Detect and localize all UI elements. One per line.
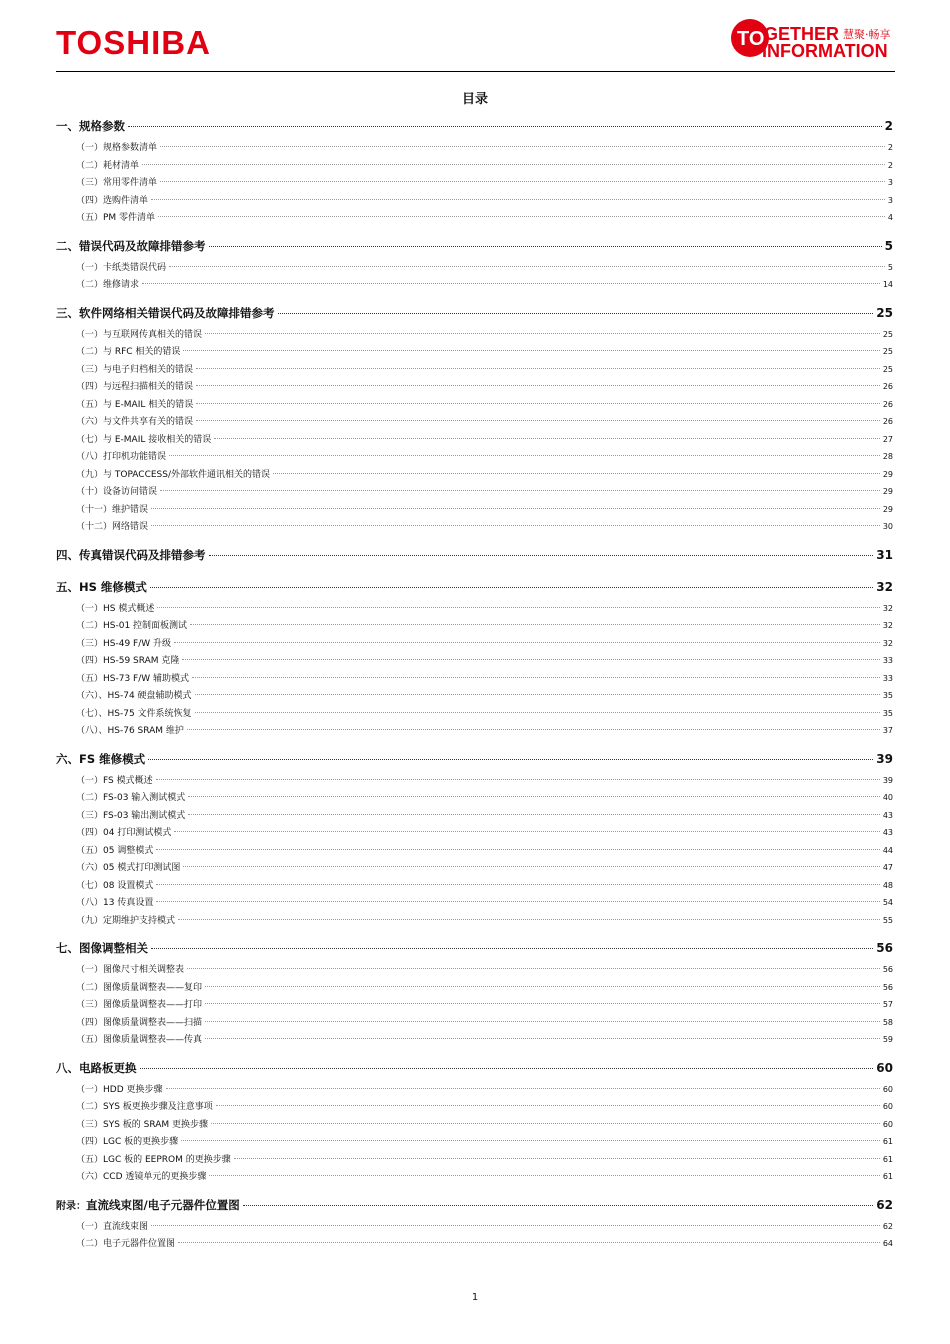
toc-subsection-label: （九）定期维护支持模式 [76,915,176,926]
toc-subsection-row[interactable] [56,396,893,414]
dot-leader [128,126,882,127]
toc-page-number: 29 [882,469,893,479]
logo-to-text: TO [737,28,765,50]
header-rule [56,71,895,72]
toc-page-number: 40 [882,793,893,802]
toc-page-number: 31 [876,547,893,562]
logo-gether-text: GETHER [764,24,840,44]
toc-subsection-row[interactable] [56,1235,893,1253]
toc-page-number: 56 [882,965,893,974]
dot-leader [195,694,880,695]
toc-subsection-row[interactable] [56,192,893,210]
dot-leader [195,712,880,713]
toc-page-number: 25 [882,329,893,339]
toc-subsection-label: （二）电子元器件位置图 [76,1239,176,1249]
toc-page-number: 48 [882,880,893,890]
toc-subsection-label: （十一）维护错误 [76,504,149,515]
toc-subsection-row[interactable] [56,174,893,192]
toc-subsection-row[interactable] [56,209,893,227]
toc-section-label [56,1192,240,1220]
toc-subsection-row[interactable] [56,600,893,618]
toc-subsection-label: （五）LGC 板的 EEPROM 的更换步骤 [76,1154,231,1165]
toc-subsection-row[interactable] [56,343,893,361]
toc-page-number: 2 [887,143,893,152]
dot-leader [142,283,880,284]
toc-subsection-row[interactable] [56,139,893,157]
toc-subsection-label: （三）常用零件清单 [76,178,158,188]
toc-subsection-label: （七）08 设置模式 [76,880,154,891]
toc-page-number: 35 [882,708,893,718]
dot-leader [209,246,882,247]
toc-subsection-row[interactable] [56,894,893,912]
dot-leader [209,1175,879,1176]
toc-subsection-label: （四）LGC 板的更换步骤 [76,1137,179,1147]
toc-subsection-label: （四）与远程扫描相关的错误 [76,382,194,392]
toc-subsection-label: （八）打印机功能错误 [76,452,167,462]
toc-page-number: 5 [887,262,893,272]
toc-subsection-row[interactable] [56,789,893,807]
toc-subsection-row[interactable] [56,1014,893,1032]
toc-page-number: 2 [887,160,893,170]
toc-subsection-label: （五）与 E-MAIL 相关的错误 [76,399,194,410]
toc-subsection-label: （五）05 调整模式 [76,845,154,856]
dot-leader [209,555,874,556]
toc-section-label: 八、电路板更换 [56,1060,137,1075]
toc-page-number: 57 [882,1000,893,1009]
toc-page-number: 60 [882,1084,893,1094]
dot-leader [160,181,885,182]
toc-subsection-row[interactable] [56,1098,893,1116]
toc-page-number: 55 [882,915,893,925]
toc-section-row[interactable] [56,233,893,259]
toc-subsection-label: （一）与互联网传真相关的错误 [76,329,203,340]
toc-subsection-label: （七）与 E-MAIL 接收相关的错误 [76,434,212,445]
toc-page-number: 3 [887,178,893,187]
dot-leader [151,525,880,526]
toc-subsection-label: （三）与电子归档相关的错误 [76,364,194,375]
toc-section-row[interactable] [56,1192,893,1218]
dot-leader [169,455,880,456]
dot-leader [157,607,879,608]
dot-leader [187,968,880,969]
toc-section-label: 六、FS 维修模式 [56,751,146,766]
dot-leader [166,1088,880,1089]
dot-leader [216,1105,880,1106]
toc-subsection-row[interactable] [56,518,893,536]
toc-page-number: 32 [882,621,893,630]
toc-subsection-row[interactable] [56,859,893,877]
toc-page-number: 60 [876,1060,893,1075]
toc-subsection-row[interactable] [56,824,893,842]
toc-page-number: 37 [882,726,893,735]
dot-leader [156,884,879,885]
dot-leader [205,333,880,334]
toc-subsection-row[interactable] [56,483,893,501]
toc-page-number: 3 [887,195,893,205]
toc-page-number: 5 [884,238,893,253]
toc-section-row[interactable] [56,300,893,326]
toc-subsection-row[interactable] [56,501,893,519]
toc-subsection-row[interactable] [56,361,893,379]
dot-leader [156,901,879,902]
dot-leader [196,368,880,369]
toc-page-number: 56 [876,941,893,955]
toc-page-number: 2 [884,119,893,133]
toc-subsection-row[interactable] [56,772,893,790]
dot-leader [169,266,885,267]
toc-subsection-row[interactable] [56,1168,893,1186]
dot-leader [196,403,880,404]
toc-subsection-label: （一）FS 模式概述 [76,775,153,786]
toc-section-row[interactable] [56,1055,893,1081]
toc-section-title: 直流线束图/电子元器件位置图 [86,1197,240,1212]
toshiba-logo: TOSHIBA [56,24,211,61]
dot-leader [174,831,879,832]
toc-subsection-row[interactable] [56,276,893,294]
toc-page-number: 27 [882,434,893,444]
dot-leader [234,1158,880,1159]
toc-subsection-label: （五）HS-73 F/W 辅助模式 [76,673,190,684]
toc-page-number: 56 [882,982,893,992]
toc-subsection-label: （三）HS-49 F/W 升级 [76,638,172,649]
toc-page-number: 28 [882,452,893,461]
toc-subsection-row[interactable] [56,961,893,979]
dot-leader [188,814,880,815]
toc-page-number: 25 [882,364,893,374]
toc-page-number: 43 [882,810,893,820]
toc-subsection-label: （三）图像质量调整表——打印 [76,1000,203,1010]
toc-page-number: 64 [882,1239,893,1248]
dot-leader [150,587,873,588]
dot-leader [187,729,880,730]
dot-leader [156,779,880,780]
dot-leader [160,146,885,147]
dot-leader [151,948,873,949]
toc-section-label: 七、图像调整相关 [56,941,148,955]
table-of-contents [56,113,893,1253]
page-title: 目录 [461,92,488,107]
toc-section-label: 四、传真错误代码及排错参考 [56,547,206,562]
toc-subsection-row[interactable] [56,979,893,997]
dot-leader [278,313,874,314]
dot-leader [151,199,885,200]
toc-page-number: 25 [882,347,893,356]
dot-leader [158,216,885,217]
toc-subsection-row[interactable] [56,687,893,705]
toc-subsection-row[interactable] [56,259,893,277]
toc-section-row[interactable] [56,113,893,139]
dot-leader [182,659,879,660]
toc-page-number: 25 [876,305,893,320]
toc-subsection-label: （五）PM 零件清单 [76,213,156,223]
toc-subsection-row[interactable] [56,1151,893,1169]
toc-subsection-row[interactable] [56,635,893,653]
dot-leader [148,759,873,760]
dot-leader [205,1021,880,1022]
toc-section-row[interactable] [56,574,893,600]
toc-page-number: 59 [882,1035,893,1044]
dot-leader [160,490,880,491]
toc-page-number: 26 [882,382,893,391]
toc-subsection-row[interactable] [56,1133,893,1151]
dot-leader [178,1242,880,1243]
toc-page-number: 29 [882,487,893,496]
toc-subsection-row[interactable] [56,877,893,895]
toc-page-number: 43 [882,828,893,837]
dot-leader [178,919,880,920]
dot-leader [273,473,880,474]
toc-subsection-row[interactable] [56,1081,893,1099]
logo-info-text: INFORMATION [762,41,888,61]
toc-page-number: 32 [882,603,893,613]
toc-subsection-label: （四）04 打印测试模式 [76,828,172,838]
toc-page-number: 54 [882,898,893,907]
toc-subsection-row[interactable] [56,842,893,860]
dot-leader [188,796,880,797]
toc-page-number: 32 [876,579,893,594]
toc-subsection-label: （三）FS-03 输出测试模式 [76,810,186,821]
toc-subsection-label: （一）图像尺寸相关调整表 [76,965,185,975]
toc-subsection-label: （二）SYS 板更换步骤及注意事项 [76,1102,213,1112]
toc-section-label: 二、错误代码及故障排错参考 [56,238,206,253]
toc-subsection-label: （一）卡纸类错误代码 [76,262,167,273]
toc-subsection-row[interactable] [56,617,893,635]
toc-subsection-label: （一）HS 模式概述 [76,603,155,614]
toc-subsection-label: （二）FS-03 输入测试模式 [76,793,186,803]
dot-leader [181,1140,880,1141]
toc-page-number: 62 [876,1197,893,1212]
toc-subsection-row[interactable] [56,1218,893,1236]
toc-page-number: 60 [882,1102,893,1111]
toc-subsection-label: （六）与文件共享有关的错误 [76,417,194,427]
together-information-logo [728,14,898,64]
toc-subsection-label: （二）维修请求 [76,280,140,290]
dot-leader [196,385,880,386]
toc-subsection-row[interactable] [56,448,893,466]
page-number: 1 [471,1292,479,1303]
toc-page-number: 14 [882,280,893,289]
logo-cn-text: 慧聚·畅享 [843,28,891,41]
dot-leader [151,1225,880,1226]
dot-leader [243,1205,874,1206]
dot-leader [211,1123,880,1124]
toc-page-number: 4 [887,213,893,222]
page-header [0,0,950,80]
toc-page-number: 33 [882,673,893,683]
dot-leader [183,866,879,867]
toc-subsection-row[interactable] [56,652,893,670]
toc-subsection-row[interactable] [56,1031,893,1049]
toc-subsection-label: （一）规格参数清单 [76,143,158,153]
toc-subsection-label: （四）图像质量调整表——扫描 [76,1017,203,1028]
toc-subsection-row[interactable] [56,413,893,431]
dot-leader [183,350,879,351]
toc-subsection-row[interactable] [56,912,893,930]
toc-page-number: 61 [882,1154,893,1164]
toc-page-number: 44 [882,845,893,855]
toc-page-number: 62 [882,1221,893,1231]
toc-subsection-label: （三）SYS 板的 SRAM 更换步骤 [76,1119,209,1130]
toc-page-number: 26 [882,417,893,426]
toc-subsection-label: （九）与 TOPACCESS/外部软件通讯相关的错误 [76,469,271,480]
toc-subsection-row[interactable] [56,722,893,740]
toc-section-row[interactable] [56,935,893,961]
toc-page-number: 26 [882,399,893,409]
toc-page-number: 60 [882,1119,893,1129]
toc-subsection-row[interactable] [56,670,893,688]
toc-subsection-row[interactable] [56,157,893,175]
toc-subsection-label: （八）、HS-76 SRAM 维护 [76,726,184,736]
toc-page-number: 61 [882,1137,893,1146]
toc-page-number: 33 [882,656,893,665]
toc-subsection-row[interactable] [56,466,893,484]
toc-subsection-label: （二）HS-01 控制面板测试 [76,621,188,631]
dot-leader [205,1038,880,1039]
toc-subsection-label: （七）、HS-75 文件系统恢复 [76,708,192,719]
toc-page-number: 61 [882,1172,893,1181]
toc-section-prefix: 附录： [56,1200,86,1212]
toc-section-row[interactable] [56,542,893,568]
toc-section-label: 一、规格参数 [56,119,125,133]
dot-leader [214,438,880,439]
toc-subsection-row[interactable] [56,705,893,723]
dot-leader [205,1003,880,1004]
toc-subsection-label: （一）HDD 更换步骤 [76,1084,163,1095]
toc-subsection-label: （二）图像质量调整表——复印 [76,982,203,993]
dot-leader [156,849,879,850]
toc-subsection-label: （一）直流线束图 [76,1221,149,1232]
toc-subsection-label: （六）05 模式打印测试图 [76,863,181,873]
toc-subsection-label: （六）、HS-74 硬盘辅助模式 [76,691,192,701]
toc-subsection-row[interactable] [56,431,893,449]
toc-section-row[interactable] [56,746,893,772]
dot-leader [142,164,885,165]
toc-page-number: 58 [882,1017,893,1027]
dot-leader [196,420,880,421]
toc-page-number: 35 [882,691,893,700]
dot-leader [151,508,880,509]
toc-subsection-row[interactable] [56,996,893,1014]
toc-subsection-label: （二）耗材清单 [76,160,140,171]
toc-subsection-label: （五）图像质量调整表——传真 [76,1035,203,1045]
toc-section-label: 三、软件网络相关错误代码及故障排错参考 [56,305,275,320]
toc-page-number: 29 [882,504,893,514]
toc-page-number: 30 [882,522,893,531]
toc-subsection-label: （八）13 传真设置 [76,898,154,908]
toc-page-number: 32 [882,638,893,648]
dot-leader [174,642,880,643]
toc-subsection-row[interactable] [56,807,893,825]
toc-subsection-label: （四）HS-59 SRAM 克隆 [76,656,180,666]
toc-subsection-label: （二）与 RFC 相关的错误 [76,347,181,357]
dot-leader [192,677,880,678]
toc-page-number: 39 [882,775,893,785]
toc-subsection-label: （十二）网络错误 [76,522,149,532]
toc-section-label: 五、HS 维修模式 [56,579,147,594]
dot-leader [205,986,880,987]
dot-leader [190,624,880,625]
toc-subsection-row[interactable] [56,378,893,396]
dot-leader [140,1068,874,1069]
toc-page-number: 39 [876,751,893,766]
toc-subsection-label: （六）CCD 透镜单元的更换步骤 [76,1172,207,1182]
toc-subsection-row[interactable] [56,326,893,344]
toc-page-number: 47 [882,863,893,872]
toc-subsection-label: （四）选购件清单 [76,195,149,206]
toc-subsection-row[interactable] [56,1116,893,1134]
toc-subsection-label: （十）设备访问错误 [76,487,158,497]
